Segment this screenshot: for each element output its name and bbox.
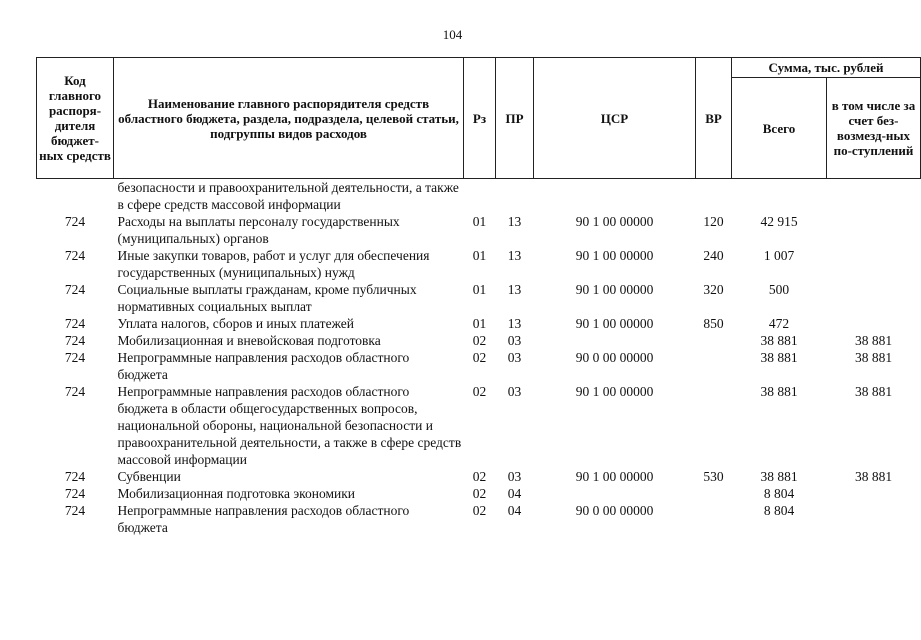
table-row xyxy=(37,349,921,383)
cell-rz: 02 xyxy=(472,333,487,348)
cell-vr: 320 xyxy=(703,282,724,297)
cell-rz: 02 xyxy=(472,384,487,399)
cell-csr: 90 1 00 00000 xyxy=(575,282,654,297)
cell-name: Непрограммные направления расходов областного бюджета в области общегосударственных вопросов, национальной обороны, национальной безопасности и правоохранительной деятельности, а также в сфере средств массовой информации xyxy=(117,384,462,467)
cell-code: 724 xyxy=(64,333,86,348)
cell-pr: 03 xyxy=(507,350,522,365)
cell-total: 38 881 xyxy=(760,333,798,348)
cell-incl: 38 881 xyxy=(854,384,893,399)
table-row xyxy=(37,383,921,468)
cell-rz: 02 xyxy=(472,486,487,501)
cell-incl: 38 881 xyxy=(854,333,893,348)
header-rz: Рз xyxy=(464,58,496,179)
cell-csr: 90 1 00 00000 xyxy=(575,214,654,229)
cell-csr xyxy=(534,485,696,502)
cell-rz: 01 xyxy=(472,282,487,297)
cell-code: 724 xyxy=(64,248,86,263)
table-row xyxy=(37,485,921,502)
cell-code: 724 xyxy=(64,503,86,518)
cell-total: 8 804 xyxy=(763,503,795,518)
cell-name: Непрограммные направления расходов областного бюджета xyxy=(117,503,410,535)
cell-csr xyxy=(534,179,696,214)
header-pr: ПР xyxy=(496,58,534,179)
cell-rz: 02 xyxy=(472,503,487,518)
cell-pr: 04 xyxy=(507,486,522,501)
cell-pr: 13 xyxy=(507,282,522,297)
table-row xyxy=(37,213,921,247)
table-row xyxy=(37,247,921,281)
header-incl: в том числе за счет без-возмезд-ных по-ступлений xyxy=(827,78,921,179)
table-body xyxy=(37,179,921,537)
table-row xyxy=(37,315,921,332)
cell-name: безопасности и правоохранительной деятельности, а также в сфере средств массовой информации xyxy=(117,180,459,212)
cell-code: 724 xyxy=(64,282,86,297)
header-sum: Сумма, тыс. рублей xyxy=(732,58,921,78)
cell-code: 724 xyxy=(64,486,86,501)
cell-incl xyxy=(827,247,921,281)
cell-vr: 240 xyxy=(703,248,724,263)
cell-incl: 38 881 xyxy=(854,350,893,365)
cell-vr: 530 xyxy=(703,469,724,484)
cell-incl xyxy=(827,485,921,502)
cell-vr: 120 xyxy=(703,214,724,229)
cell-incl xyxy=(827,315,921,332)
table-row xyxy=(37,468,921,485)
cell-name: Мобилизационная и вневойсковая подготовка xyxy=(117,333,381,348)
cell-total: 472 xyxy=(768,316,790,331)
cell-csr: 90 1 00 00000 xyxy=(575,316,654,331)
table-row xyxy=(37,502,921,536)
cell-rz: 02 xyxy=(472,350,487,365)
cell-total: 38 881 xyxy=(760,350,798,365)
cell-rz: 01 xyxy=(472,316,487,331)
cell-code: 724 xyxy=(64,384,86,399)
header-total: Всего xyxy=(732,78,827,179)
table-row xyxy=(37,281,921,315)
cell-name: Иные закупки товаров, работ и услуг для обеспечения государственных (муниципальных) нужд xyxy=(117,248,430,280)
cell-total xyxy=(732,179,827,214)
header-name: Наименование главного распорядителя средств областного бюджета, раздела, подраздела, целевой статьи, подгруппы видов расходов xyxy=(114,58,464,179)
cell-csr: 90 0 00 00000 xyxy=(575,350,654,365)
cell-name: Мобилизационная подготовка экономики xyxy=(117,486,356,501)
budget-table xyxy=(36,57,921,536)
cell-rz: 01 xyxy=(472,214,487,229)
cell-code: 724 xyxy=(64,469,86,484)
cell-pr: 04 xyxy=(507,503,522,518)
cell-csr: 90 0 00 00000 xyxy=(575,503,654,518)
header-vr: ВР xyxy=(696,58,732,179)
header-code: Код главного распоря-дителя бюджет-ных средств xyxy=(37,58,114,179)
cell-pr: 13 xyxy=(507,214,522,229)
cell-name: Расходы на выплаты персоналу государственных (муниципальных) органов xyxy=(117,214,400,246)
cell-total: 38 881 xyxy=(760,384,798,399)
cell-pr: 13 xyxy=(507,248,522,263)
cell-pr: 03 xyxy=(507,384,522,399)
cell-total: 1 007 xyxy=(763,248,795,263)
cell-name: Непрограммные направления расходов областного бюджета xyxy=(117,350,410,382)
cell-total: 500 xyxy=(768,282,790,297)
cell-name: Уплата налогов, сборов и иных платежей xyxy=(117,316,354,331)
cell-incl xyxy=(827,213,921,247)
cell-code xyxy=(37,179,114,214)
cell-pr: 03 xyxy=(507,469,522,484)
cell-vr: 850 xyxy=(703,316,724,331)
cell-incl xyxy=(827,179,921,214)
cell-csr xyxy=(534,332,696,349)
cell-rz xyxy=(464,179,496,214)
cell-csr: 90 1 00 00000 xyxy=(575,469,654,484)
cell-incl: 38 881 xyxy=(854,469,893,484)
cell-vr xyxy=(696,502,732,536)
cell-vr xyxy=(696,179,732,214)
cell-total: 8 804 xyxy=(763,486,795,501)
cell-code: 724 xyxy=(64,350,86,365)
cell-csr: 90 1 00 00000 xyxy=(575,384,654,399)
cell-pr: 03 xyxy=(507,333,522,348)
table-row xyxy=(37,332,921,349)
cell-total: 42 915 xyxy=(760,214,798,229)
cell-name: Социальные выплаты гражданам, кроме публичных нормативных социальных выплат xyxy=(117,282,417,314)
table-row xyxy=(37,179,921,214)
cell-incl xyxy=(827,281,921,315)
cell-vr xyxy=(696,485,732,502)
cell-rz: 02 xyxy=(472,469,487,484)
cell-total: 38 881 xyxy=(760,469,798,484)
cell-vr xyxy=(696,332,732,349)
cell-pr xyxy=(496,179,534,214)
cell-code: 724 xyxy=(64,214,86,229)
cell-incl xyxy=(827,502,921,536)
cell-pr: 13 xyxy=(507,316,522,331)
cell-vr xyxy=(696,349,732,383)
cell-vr xyxy=(696,383,732,468)
cell-csr: 90 1 00 00000 xyxy=(575,248,654,263)
cell-name: Субвенции xyxy=(117,469,181,484)
cell-rz: 01 xyxy=(472,248,487,263)
header-csr: ЦСР xyxy=(534,58,696,179)
cell-code: 724 xyxy=(64,316,86,331)
page-number: 104 xyxy=(442,27,463,42)
